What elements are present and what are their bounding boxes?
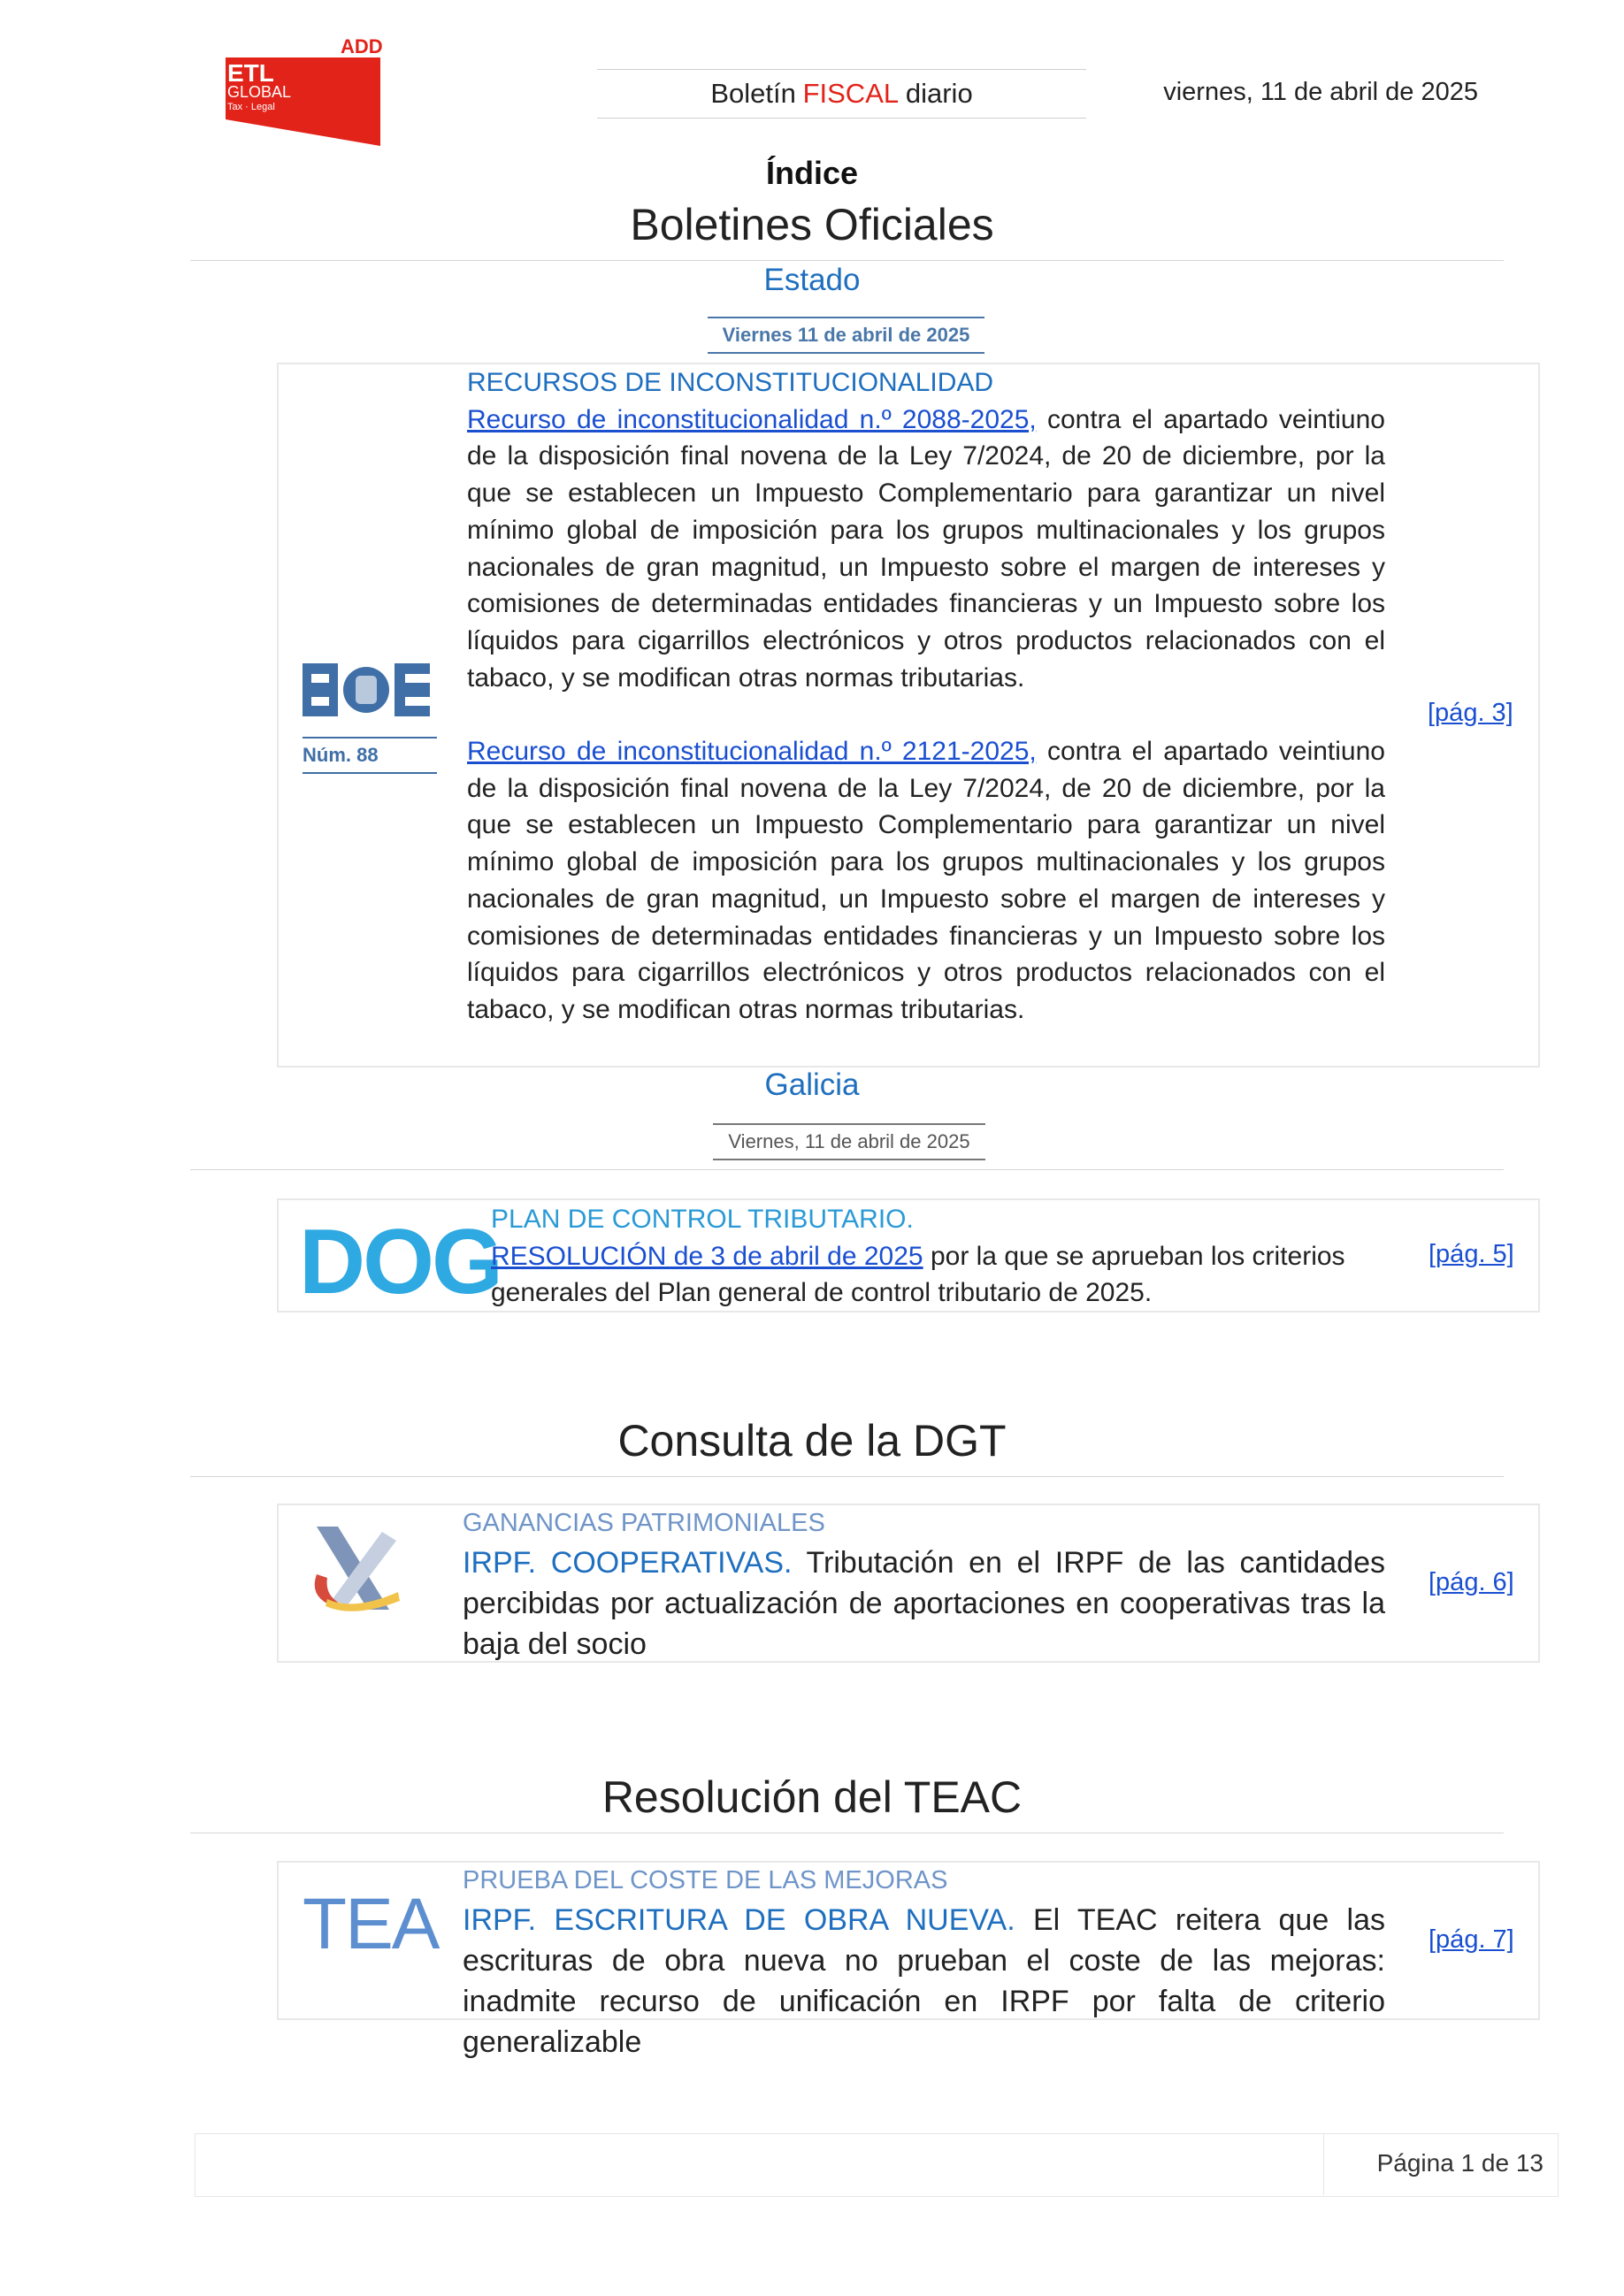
boe-item-1-link[interactable]: Recurso de inconstitucionalidad n.º 2088-2025,	[467, 404, 1037, 434]
boe-number: Núm. 88	[303, 744, 379, 766]
dog-item-text: por la que se aprueban los criterios generales del Plan general de control tributario de 2025.	[491, 1241, 1345, 1308]
teac-item-text: El TEAC reitera que las escrituras de obra nueva no prueban el coste de las mejoras: inadmite recurso de unificación en IRPF por falta de criterio generalizable	[463, 1902, 1385, 2059]
header-date: viernes, 11 de abril de 2025	[1163, 78, 1478, 106]
boe-item-2-link[interactable]: Recurso de inconstitucionalidad n.º 2121-2025,	[467, 737, 1037, 767]
bulletin-title-pre: Boletín	[710, 78, 796, 109]
boe-page-link[interactable]: [pág. 3]	[1428, 699, 1513, 727]
teac-page-link[interactable]: [pág. 7]	[1429, 1925, 1514, 1954]
teac-entry-content	[463, 1863, 1385, 2063]
dgt-page-link[interactable]: [pág. 6]	[1429, 1568, 1514, 1596]
dog-entry-content	[491, 1201, 1375, 1312]
dog-page-link[interactable]: [pág. 5]	[1429, 1240, 1514, 1268]
boe-entry-content	[467, 364, 1385, 1029]
dog-category: PLAN DE CONTROL TRIBUTARIO.	[491, 1205, 914, 1234]
teac-category: PRUEBA DEL COSTE DE LAS MEJORAS	[463, 1866, 948, 1894]
agencia-tributaria-logo-icon	[301, 1519, 407, 1617]
section-divider	[190, 1476, 1504, 1477]
page-number: Página 1 de 13	[1376, 2149, 1544, 2177]
boe-logo	[303, 663, 440, 774]
dog-date: Viernes, 11 de abril de 2025	[713, 1123, 985, 1160]
section-title-boletines: Boletines Oficiales	[630, 200, 994, 249]
index-title: Índice	[765, 155, 859, 191]
dog-logo: DOG	[299, 1211, 501, 1313]
bulletin-title	[597, 69, 1086, 119]
bulletin-title-fiscal: FISCAL	[802, 78, 900, 109]
teac-item	[463, 1900, 1385, 2063]
dgt-category: GANANCIAS PATRIMONIALES	[463, 1509, 825, 1537]
etl-global-logo	[217, 35, 385, 146]
subsection-title-estado: Estado	[763, 263, 861, 297]
boe-item-1	[467, 402, 1385, 697]
boe-category: RECURSOS DE INCONSTITUCIONALIDAD	[467, 368, 994, 397]
logo-add-text: ADD	[341, 35, 383, 57]
footer-separator	[1323, 2133, 1324, 2195]
dog-item-link[interactable]: RESOLUCIÓN de 3 de abril de 2025	[491, 1241, 923, 1271]
section-title-teac: Resolución del TEAC	[601, 1772, 1023, 1822]
dog-item	[491, 1238, 1375, 1312]
teac-logo: TEA	[303, 1884, 439, 1964]
bulletin-title-post: diario	[905, 78, 973, 109]
boe-date: Viernes 11 de abril de 2025	[708, 317, 984, 354]
boe-item-2	[467, 733, 1385, 1029]
teac-item-title: IRPF. ESCRITURA DE OBRA NUEVA.	[463, 1902, 1015, 1937]
logo-etl-text: ETL	[227, 59, 274, 87]
boe-item-2-text: contra el apartado veintiuno de la disposición final novena de la Ley 7/2024, de 20 de diciembre, por la que se establecen un Impuesto Complementario para garantizar un nivel mínimo global de imposición para los grupos multinacionales y los grupos nacionales de gran magnitud, un Impuesto sobre el margen de intereses y comisiones de determinadas entidades financieras y un Impuesto sobre los líquidos para cigarrillos electrónicos y otros productos relacionados con el tabaco, y se modifican otras normas tributarias.	[467, 737, 1385, 1024]
dgt-entry-content	[463, 1505, 1385, 1665]
subsection-title-galicia: Galicia	[764, 1068, 860, 1102]
dgt-item-text: Tributación en el IRPF de las cantidades percibidas por actualización de aportaciones en cooperativas tras la baja del socio	[463, 1545, 1385, 1661]
boe-item-1-text: contra el apartado veintiuno de la disposición final novena de la Ley 7/2024, de 20 de diciembre, por la que se establecen un Impuesto Complementario para garantizar un nivel mínimo global de imposición para los grupos multinacionales y los grupos nacionales de gran magnitud, un Impuesto sobre el margen de intereses y comisiones de determinadas entidades financieras y un Impuesto sobre los líquidos para cigarrillos electrónicos y otros productos relacionados con el tabaco, y se modifican otras normas tributarias.	[467, 404, 1385, 693]
boe-logo-icon	[303, 663, 431, 716]
section-title-dgt: Consulta de la DGT	[617, 1416, 1007, 1466]
section-divider	[190, 260, 1504, 261]
dgt-item-title: IRPF. COOPERATIVAS.	[463, 1545, 793, 1580]
dgt-item	[463, 1542, 1385, 1665]
logo-global-text: GLOBAL	[227, 83, 292, 101]
section-divider	[190, 1169, 1504, 1170]
logo-tax-text: Tax · Legal	[227, 102, 275, 112]
